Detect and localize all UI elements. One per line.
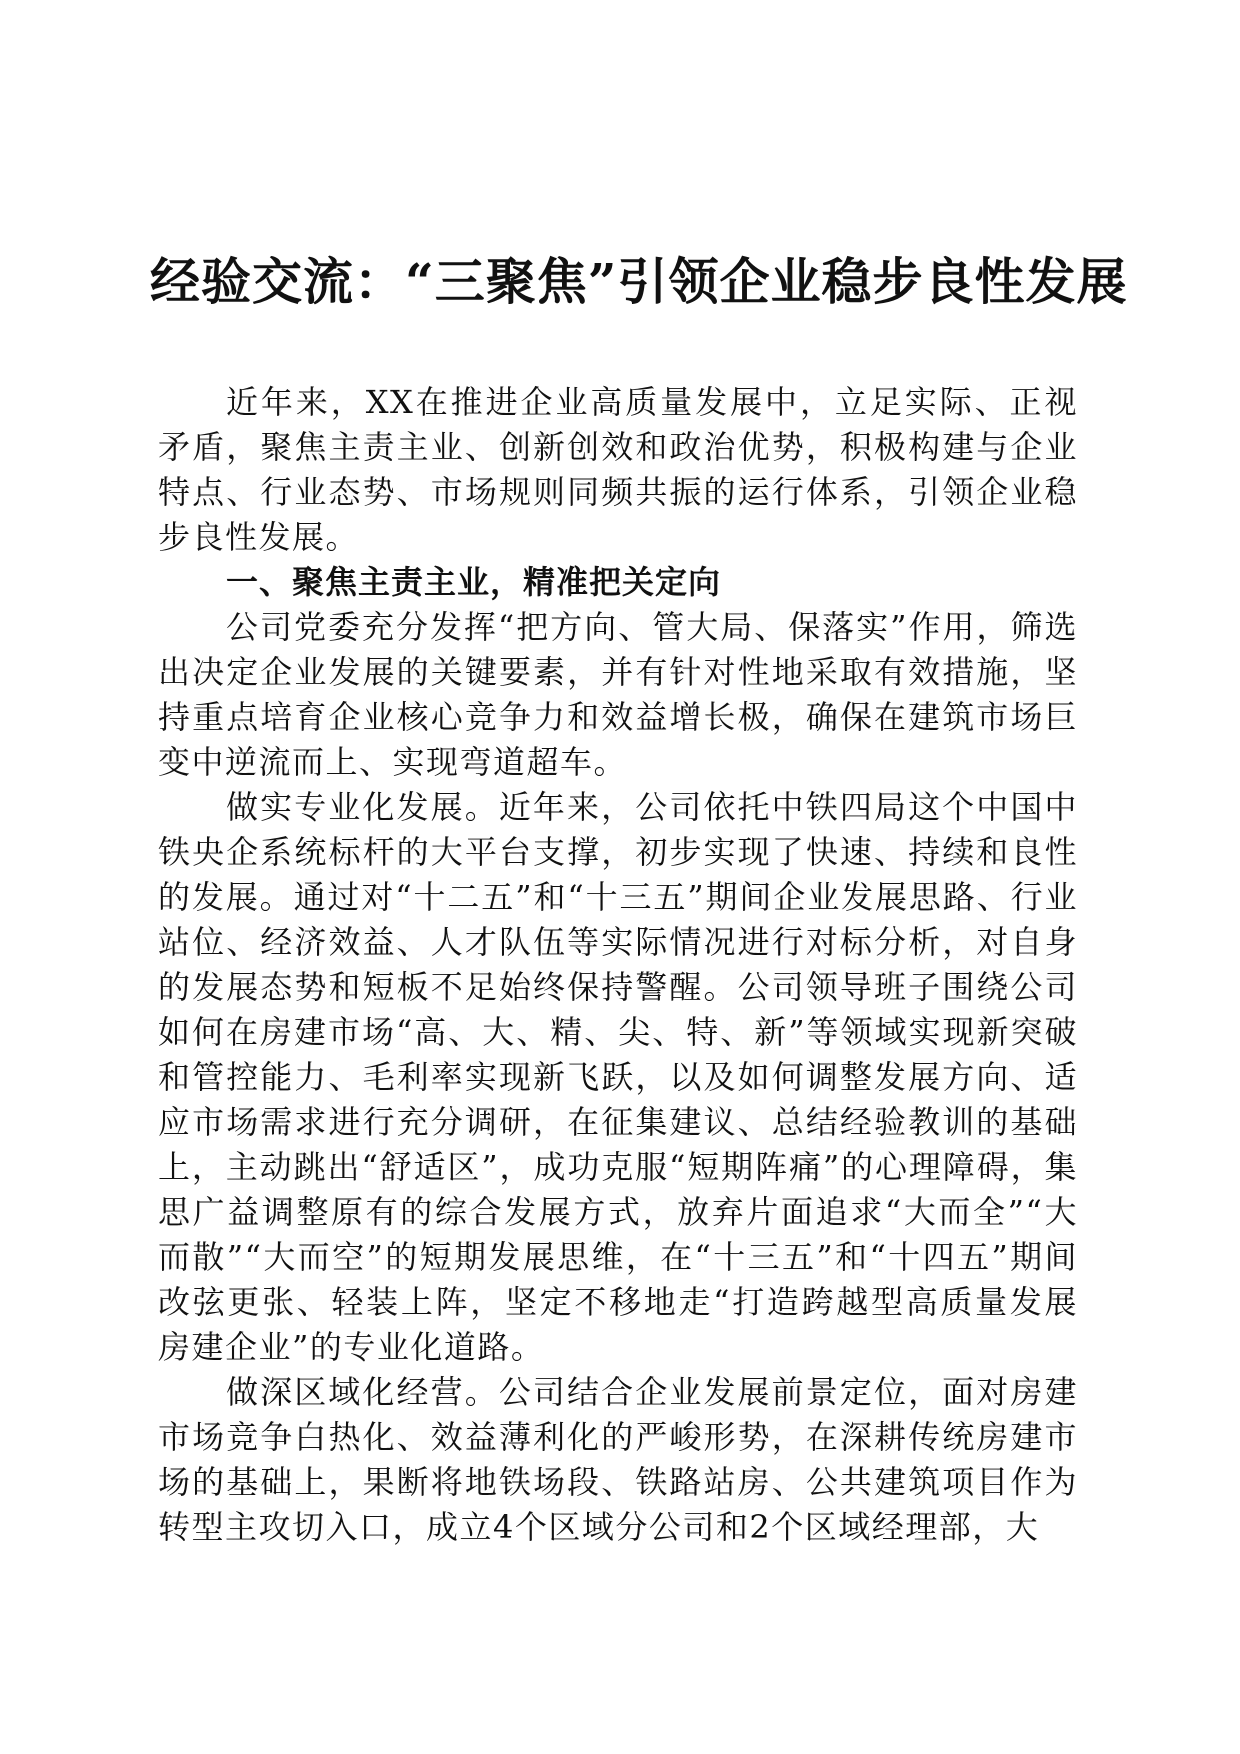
body-paragraph: 做深区域化经营。公司结合企业发展前景定位，面对房建市场竞争白热化、效益薄利化的严峻形势，在深耕传统房建市场的基础上，果断将地铁场段、铁路站房、公共建筑项目作为转型主攻切入口，成立4个区域分公司和2个区域经理部，大 xyxy=(158,1373,1078,1546)
document-title: 经验交流：“三聚焦”引领企业稳步良性发展 xyxy=(150,252,1128,311)
body-paragraph: 做实专业化发展。近年来，公司依托中铁四局这个中国中铁央企系统标杆的大平台支撑，初步实现了快速、持续和良性的发展。通过对“十二五”和“十三五”期间企业发展思路、行业站位、经济效益、人才队伍等实际情况进行对标分析，对自身的发展态势和短板不足始终保持警醒。公司领导班子围绕公司如何在房建市场“高、大、精、尖、特、新”等领域实现新突破和管控能力、毛利率实现新飞跃，以及如何调整发展方向、适应市场需求进行充分调研，在征集建议、总结经验教训的基础上，主动跳出“舒适区”，成功克服“短期阵痛”的心理障碍，集思广益调整原有的综合发展方式，放弃片面追求“大而全”“大而散”“大而空”的短期发展思维，在“十三五”和“十四五”期间改弦更张、轻装上阵，坚定不移地走“打造跨越型高质量发展房建企业”的专业化道路。 xyxy=(158,788,1078,1366)
document-body xyxy=(158,380,1078,1550)
body-paragraph: 公司党委充分发挥“把方向、管大局、保落实”作用，筛选出决定企业发展的关键要素，并有针对性地采取有效措施，坚持重点培育企业核心竞争力和效益增长极，确保在建筑市场巨变中逆流而上、实现弯道超车。 xyxy=(158,608,1078,781)
section-heading: 一、聚焦主责主业，精准把关定向 xyxy=(226,563,722,601)
intro-paragraph: 近年来，XX在推进企业高质量发展中，立足实际、正视矛盾，聚焦主责主业、创新创效和政治优势，积极构建与企业特点、行业态势、市场规则同频共振的运行体系，引领企业稳步良性发展。 xyxy=(158,383,1078,556)
